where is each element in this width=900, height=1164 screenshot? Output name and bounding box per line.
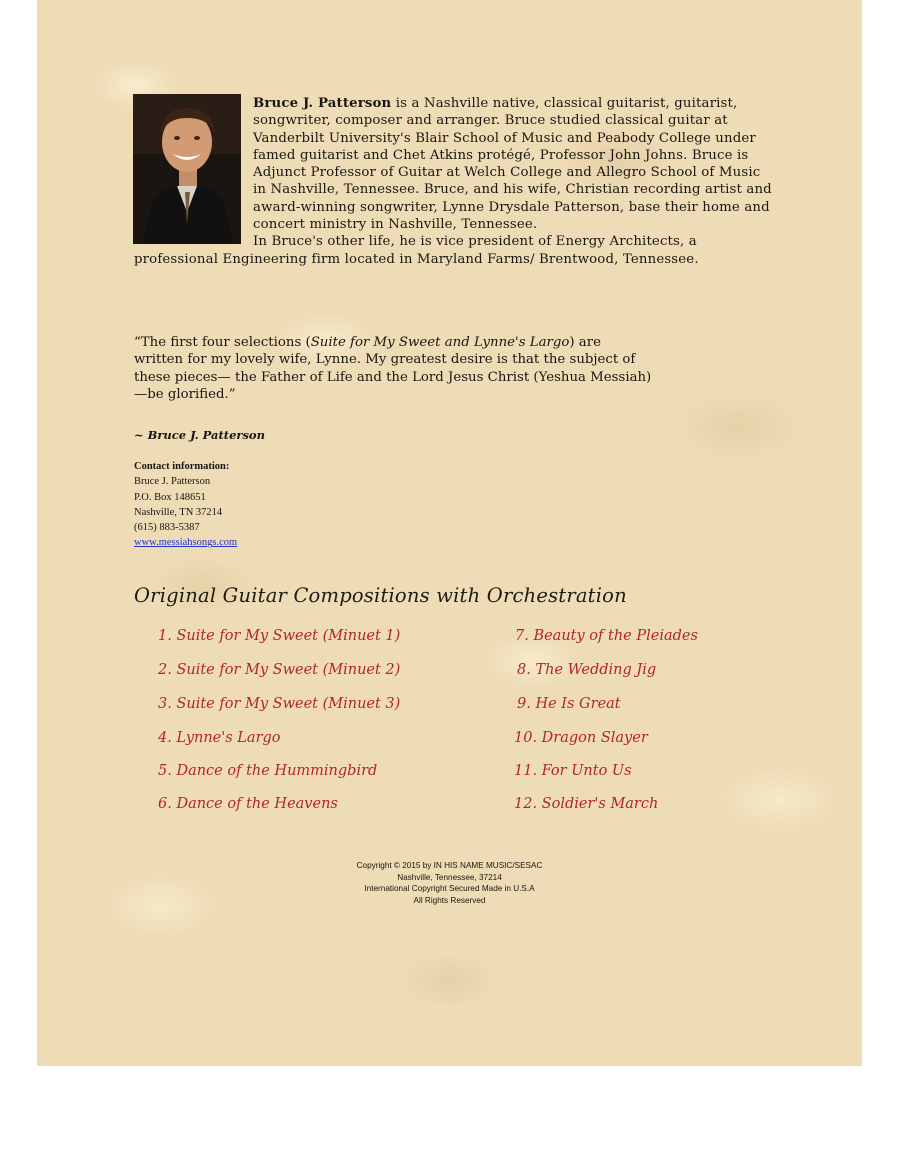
track-item: 6. Dance of the Heavens <box>158 796 338 812</box>
track-item: 12. Soldier's March <box>514 796 659 812</box>
track-item: 8. The Wedding Jig <box>517 662 657 678</box>
track-item: 5. Dance of the Hummingbird <box>158 763 378 779</box>
biography <box>134 95 774 268</box>
track-item: 9. He Is Great <box>517 696 621 712</box>
contact-line: (615) 883-5387 <box>134 522 200 534</box>
bio-other-life: In Bruce's other life, he is vice president of Energy Architects, a professional Engineering firm located in Maryland Farms/ Brentwood, Tennessee. <box>134 234 699 267</box>
quote-part-1: “The first four selections ( <box>134 335 311 350</box>
copyright-line: Copyright © 2015 by IN HIS NAME MUSIC/SESAC <box>356 861 543 870</box>
bio-paragraph: is a Nashville native, classical guitarist, guitarist, songwriter, composer and arranger. Bruce studied classical guitar at Vanderbilt University's Blair School of Music and Peabody College under famed guitarist and Chet Atkins protégé, Professor John Johns. Bruce is Adjunct Professor of Guitar at Welch College and Allegro School of Music in Nashville, Tennessee. Bruce, and his wife, Christian recording artist and award-winning songwriter, Lynne Drysdale Patterson, base their home and concert ministry in Nashville, Tennessee. <box>253 96 772 233</box>
bio-name: Bruce J. Patterson <box>253 96 392 111</box>
track-item: 7. Beauty of the Pleiades <box>515 628 698 644</box>
track-item: 10. Dragon Slayer <box>514 730 648 746</box>
copyright-line: International Copyright Secured Made in U.S.A <box>364 884 535 893</box>
website-link[interactable]: www.messiahsongs.com <box>134 537 238 549</box>
contact-line: Nashville, TN 37214 <box>134 506 223 518</box>
track-item: 1. Suite for My Sweet (Minuet 1) <box>158 628 401 644</box>
track-item: 2. Suite for My Sweet (Minuet 2) <box>158 662 401 678</box>
contact-heading: Contact information: <box>134 461 230 472</box>
copyright-line: Nashville, Tennessee, 37214 <box>397 872 502 882</box>
track-item: 4. Lynne's Largo <box>158 730 281 746</box>
track-item: 11. For Unto Us <box>514 763 632 779</box>
parchment-page <box>37 0 862 1066</box>
dedication-quote <box>134 334 654 403</box>
copyright-notice <box>37 860 862 906</box>
track-item: 3. Suite for My Sweet (Minuet 3) <box>158 696 401 712</box>
contact-line: Bruce J. Patterson <box>134 476 211 488</box>
quote-italic-titles: Suite for My Sweet and Lynne's Largo <box>310 335 570 350</box>
contact-block <box>134 459 237 551</box>
quote-part-2: ) are written for my lovely wife, Lynne. My greatest desire is that the subject of these pieces— the Father of Life and the Lord Jesus Christ (Yeshua Messiah)—be glorified.” <box>134 335 652 402</box>
copyright-line: All Rights Reserved <box>413 895 486 905</box>
compositions-title: Original Guitar Compositions with Orchestration <box>134 584 627 607</box>
quote-attribution: ~ Bruce J. Patterson <box>134 428 265 442</box>
contact-line: P.O. Box 148651 <box>134 491 206 503</box>
